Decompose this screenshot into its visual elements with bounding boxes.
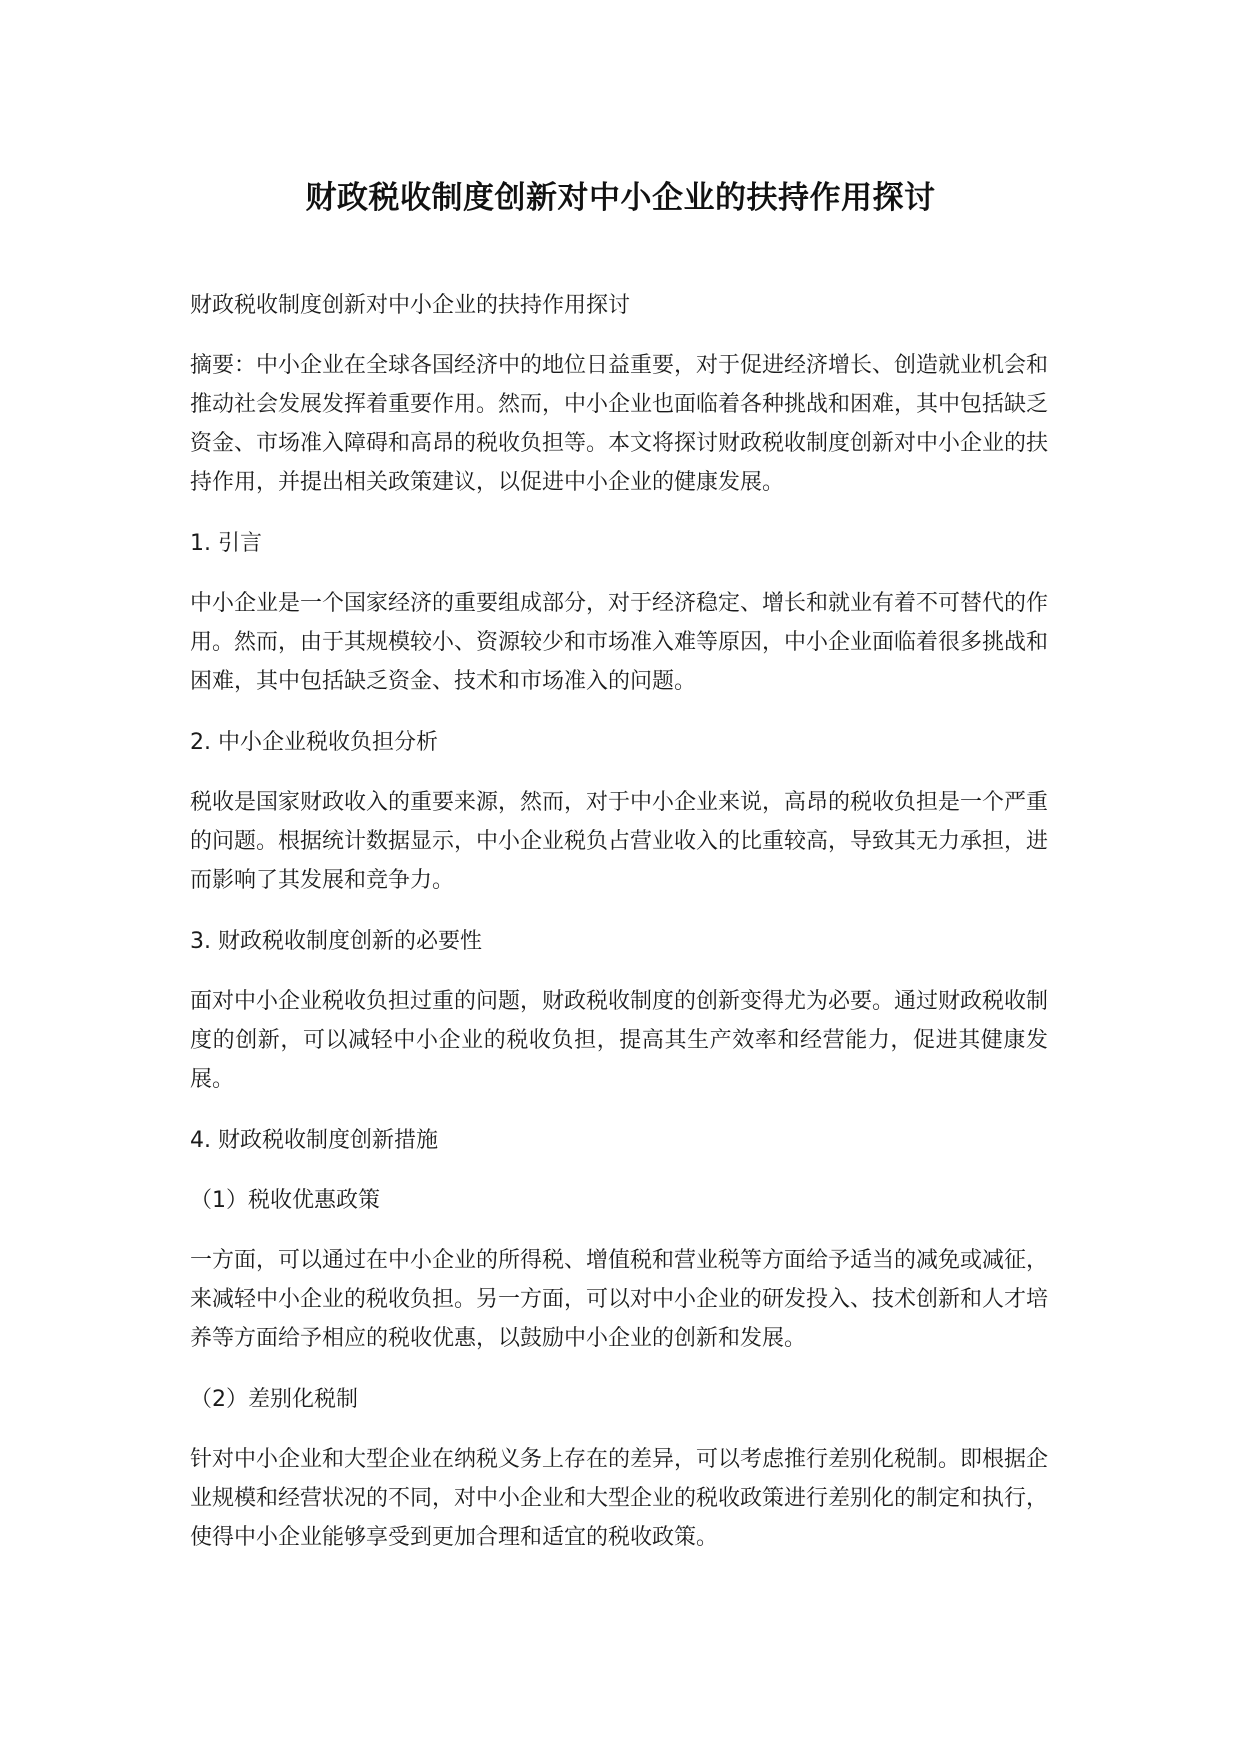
abstract-paragraph: 摘要：中小企业在全球各国经济中的地位日益重要，对于促进经济增长、创造就业机会和推动社会发展发挥着重要作用。然而，中小企业也面临着各种挑战和困难，其中包括缺乏资金、市场准入障碍和高昂的税收负担等。本文将探讨财政税收制度创新对中小企业的扶持作用，并提出相关政策建议，以促进中小企业的健康发展。	[190, 353, 1049, 495]
section-body-introduction: 中小企业是一个国家经济的重要组成部分，对于经济稳定、增长和就业有着不可替代的作用。然而，由于其规模较小、资源较少和市场准入难等原因，中小企业面临着很多挑战和困难，其中包括缺乏资金、技术和市场准入的问题。	[190, 591, 1049, 694]
subsection-body-differentiated-tax: 针对中小企业和大型企业在纳税义务上存在的差异，可以考虑推行差别化税制。即根据企业规模和经营状况的不同，对中小企业和大型企业的税收政策进行差别化的制定和执行，使得中小企业能够享受到更加合理和适宜的税收政策。	[190, 1447, 1049, 1550]
section-heading-tax-burden: 2. 中小企业税收负担分析	[190, 730, 438, 755]
subsection-heading-differentiated-tax: （2）差别化税制	[190, 1387, 358, 1412]
subsection-heading-tax-incentives: （1）税收优惠政策	[190, 1188, 380, 1213]
section-body-necessity: 面对中小企业税收负担过重的问题，财政税收制度的创新变得尤为必要。通过财政税收制度的创新，可以减轻中小企业的税收负担，提高其生产效率和经营能力，促进其健康发展。	[190, 989, 1049, 1092]
document-title: 财政税收制度创新对中小企业的扶持作用探讨	[305, 180, 936, 216]
section-heading-necessity: 3. 财政税收制度创新的必要性	[190, 929, 482, 954]
document-body	[190, 286, 1048, 1579]
section-body-tax-burden: 税收是国家财政收入的重要来源，然而，对于中小企业来说，高昂的税收负担是一个严重的问题。根据统计数据显示，中小企业税负占营业收入的比重较高，导致其无力承担，进而影响了其发展和竞争力。	[190, 790, 1049, 893]
section-heading-measures: 4. 财政税收制度创新措施	[190, 1128, 438, 1153]
subsection-body-tax-incentives: 一方面，可以通过在中小企业的所得税、增值税和营业税等方面给予适当的减免或减征，来减轻中小企业的税收负担。另一方面，可以对中小企业的研发投入、技术创新和人才培养等方面给予相应的税收优惠，以鼓励中小企业的创新和发展。	[190, 1248, 1049, 1351]
document-subtitle: 财政税收制度创新对中小企业的扶持作用探讨	[190, 293, 631, 318]
section-heading-introduction: 1. 引言	[190, 531, 262, 556]
